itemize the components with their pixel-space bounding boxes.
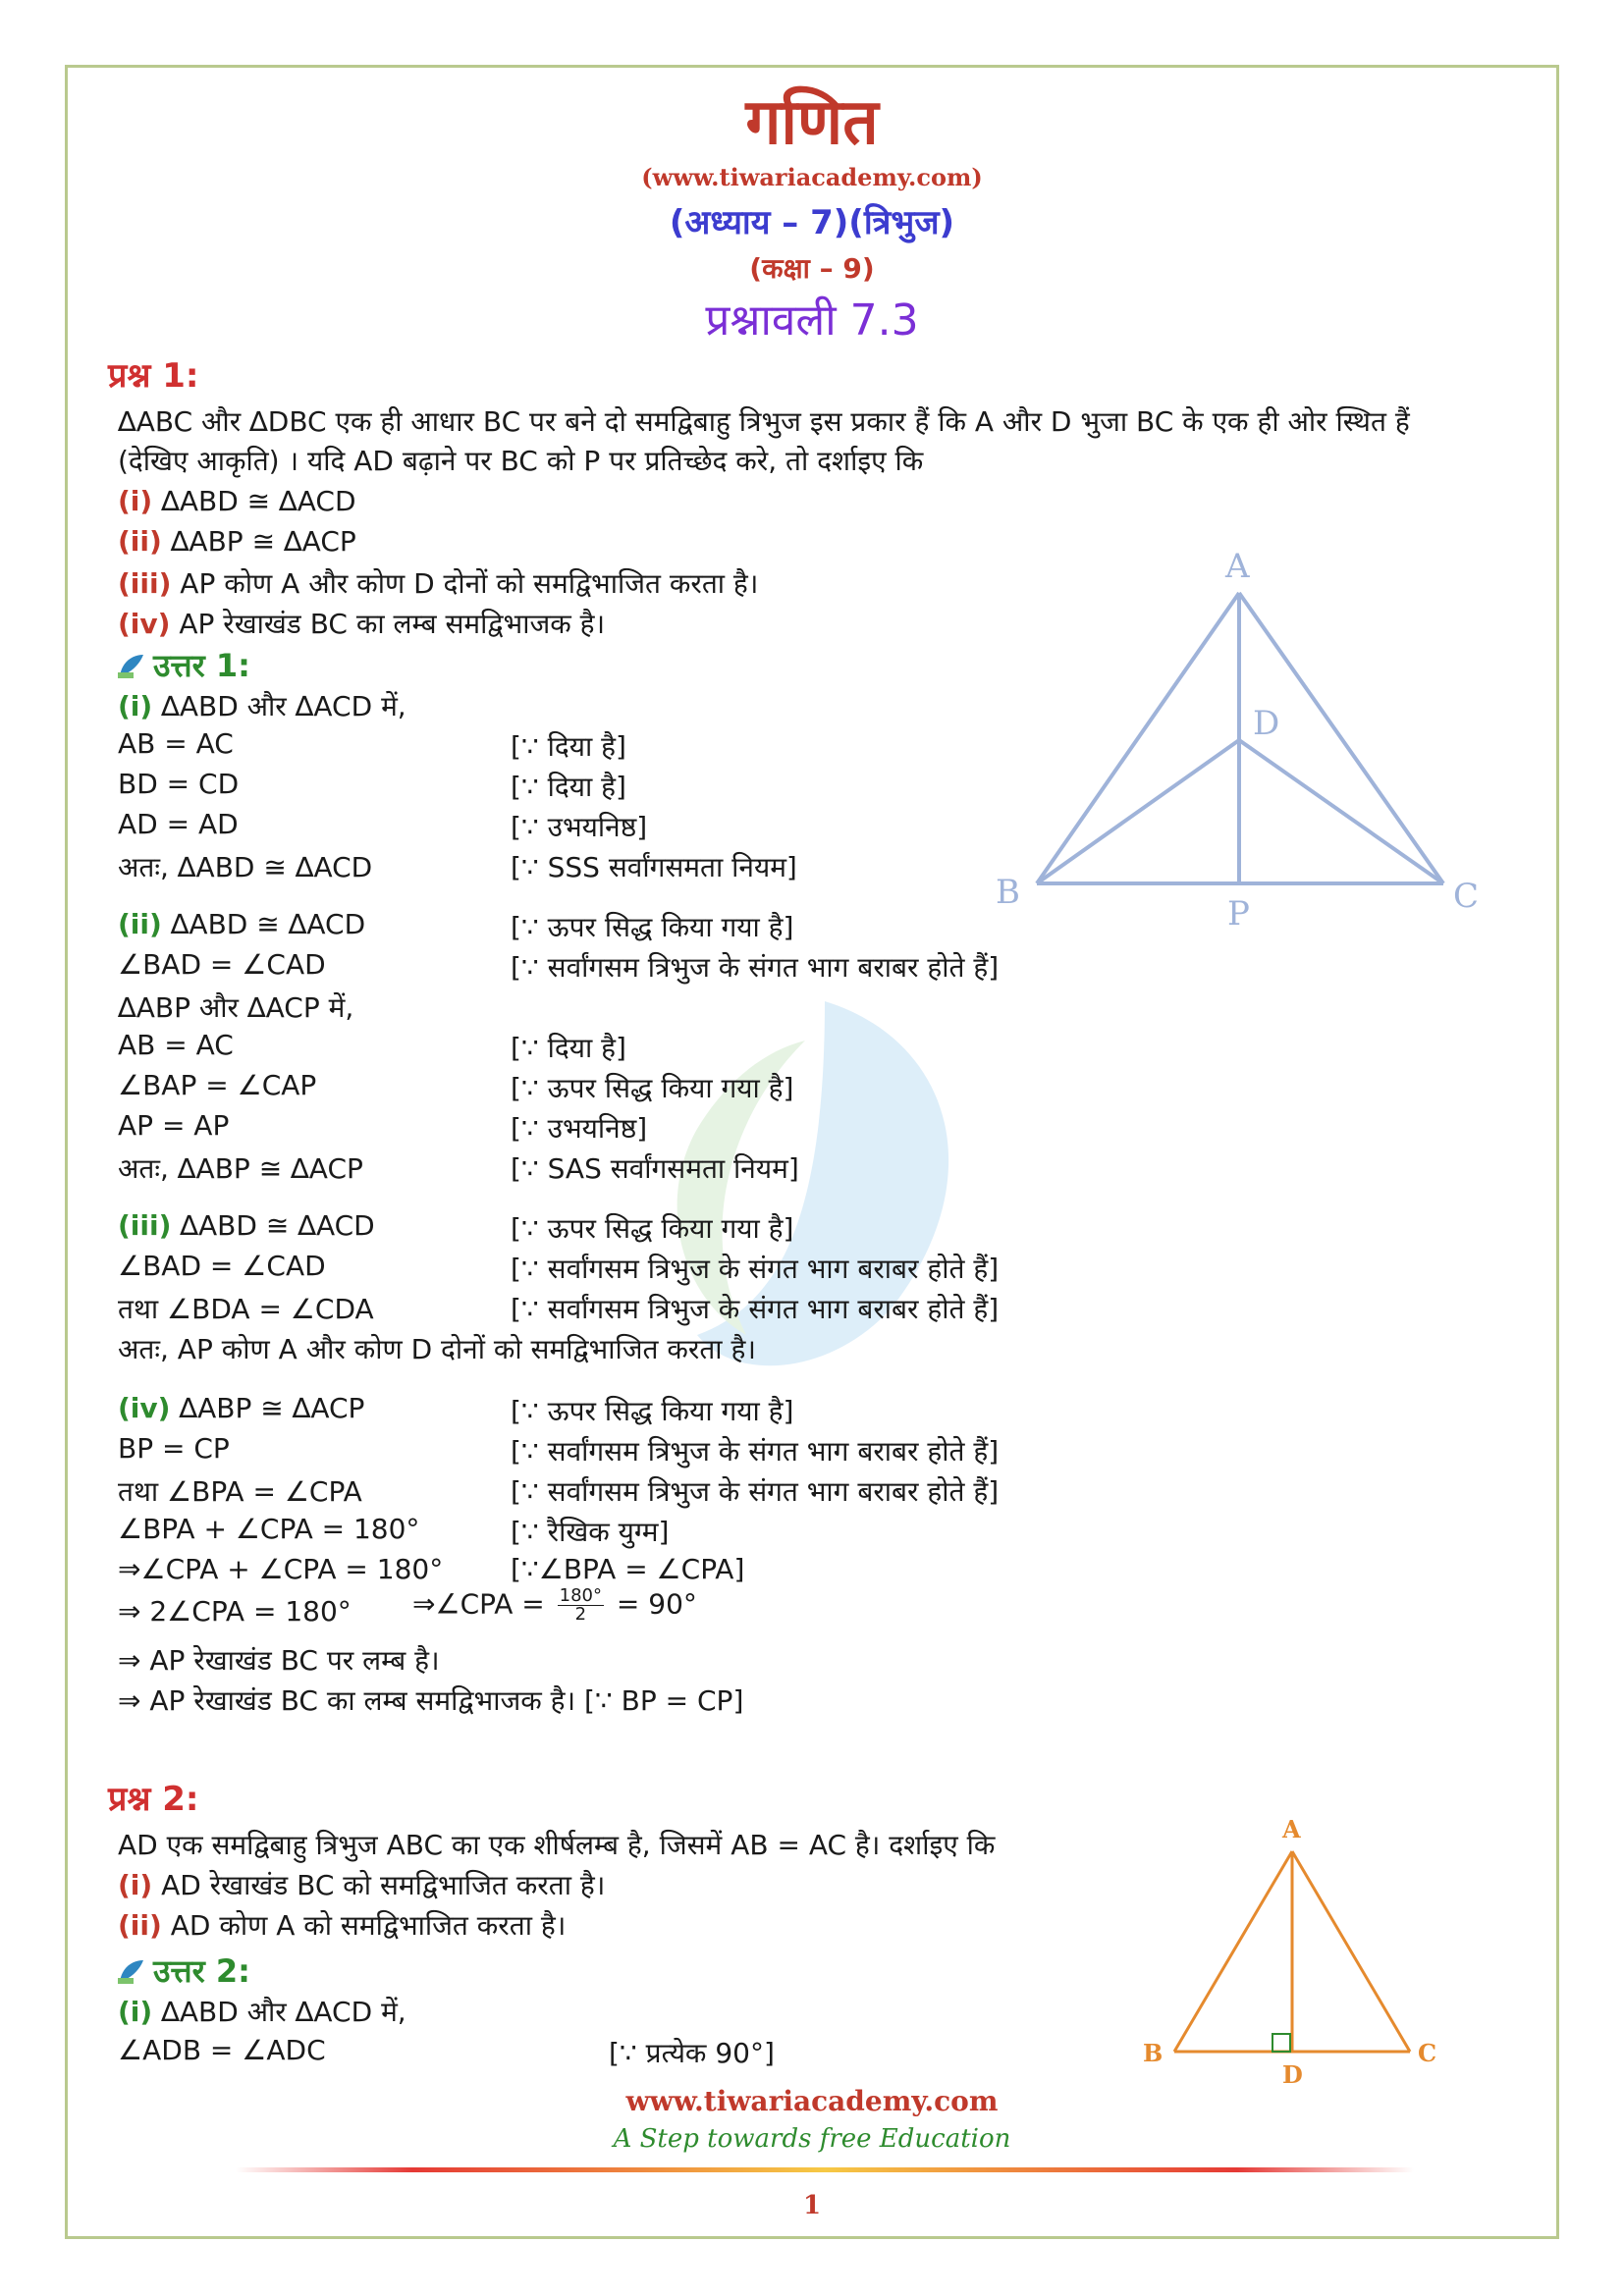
footer-tagline: A Step towards free Education [613,2124,1011,2154]
question-1-text-line1: ∆ABC और ∆DBC एक ही आधार BC पर बने दो समद्विबाहु त्रिभुज इस प्रकार हैं कि A और D भुजा BC के एक ही ओर स्थित हैं [118,405,1410,438]
conclusion-line-2: ⇒ AP रेखाखंड BC का लम्ब समद्विभाजक है। [∵ BP = CP] [118,1684,744,1717]
fig1-label-c: C [1453,877,1480,916]
proof-reason: [∵ SAS सर्वांगसमता नियम] [511,1152,799,1185]
proof-reason: [∵ रैखिक युग्म] [511,1516,670,1548]
proof-statement: ∠ADB = ∠ADC [118,2034,326,2066]
question-2-part-ii: (ii) AD कोण A को समद्विभाजित करता है। [118,1909,567,1942]
answer-1-part-ii-first: (ii) ∆ABD ≅ ∆ACD [118,908,366,940]
proof-statement: ∆ABP और ∆ACP में, [118,991,354,1024]
triangle-figure-1 [982,538,1512,931]
subject-title: गणित [745,86,879,159]
question-1-heading: प्रश्न 1: [108,356,199,396]
proof-statement: AB = AC [118,1029,234,1061]
question-1-part-ii [118,525,356,558]
proof-reason: [∵ सर्वांगसम त्रिभुज के संगत भाग बराबर होते हैं] [511,951,1000,984]
proof-reason: [∵ ऊपर सिद्ध किया गया है] [511,1212,794,1245]
pen-nib-icon [116,1958,145,1986]
fig1-side-ab [1037,593,1239,883]
proof-reason: [∵ ऊपर सिद्ध किया गया है] [511,1395,794,1427]
triangle-figure-2 [1129,1806,1463,2091]
proof-statement: ⇒∠CPA + ∠CPA = 180° [118,1553,444,1585]
part-text: AP रेखाखंड BC का लम्ब समद्विभाजक है। [179,608,606,640]
fig1-label-b: B [996,873,1020,912]
proof-reason: [∵∠BPA = ∠CPA] [511,1553,745,1585]
fig2-side-ac [1292,1851,1410,2052]
proof-reason: [∵ सर्वांगसम त्रिभुज के संगत भाग बराबर होते हैं] [511,1253,1000,1285]
fig2-label-b: B [1143,2039,1164,2067]
question-1-part-iv [118,605,605,642]
proof-reason: [∵ सर्वांगसम त्रिभुज के संगत भाग बराबर होते हैं] [511,1293,1000,1325]
proof-statement: तथा ∠BDA = ∠CDA [118,1293,374,1325]
proof-statement: ∠BAD = ∠CAD [118,1250,326,1282]
fig2-label-d: D [1282,2060,1303,2089]
class-label: (कक्षा – 9) [749,252,875,285]
proof-reason: [∵ प्रत्येक 90°] [609,2037,775,2069]
question-2-text: AD एक समद्विबाहु त्रिभुज ABC का एक शीर्षलम्ब है, जिसमें AB = AC है। दर्शाइए कि [118,1829,996,1861]
proof-statement: तथा ∠BPA = ∠CPA [118,1475,362,1508]
proof-statement: AD = AD [118,808,239,840]
fig1-label-a: A [1225,547,1250,586]
proof-reason: [∵ ऊपर सिद्ध किया गया है] [511,911,794,943]
part-label: (iii) [118,567,172,600]
part-label: (i) [118,485,153,517]
page-number: 1 [802,2191,822,2220]
part-text: ∆ABD ≅ ∆ACD [161,485,356,517]
part-label: (iv) [118,608,171,640]
calc-step-left: ⇒ 2∠CPA = 180° [118,1595,352,1628]
header-website[interactable]: (www.tiwariacademy.com) [641,163,983,191]
question-2-part-i: (i) AD रेखाखंड BC को समद्विभाजित करता है। [118,1869,606,1901]
proof-statement: AB = AC [118,727,234,760]
proof-reason: [∵ दिया है] [511,771,626,803]
exercise-title: प्रश्नावली 7.3 [705,295,919,346]
fig2-label-c: C [1418,2039,1437,2067]
proof-statement: ∠BPA + ∠CPA = 180° [118,1513,420,1545]
fig1-label-p: P [1227,894,1250,931]
answer-1-part-iii-first: (iii) ∆ABD ≅ ∆ACD [118,1209,375,1242]
proof-reason: [∵ सर्वांगसम त्रिभुज के संगत भाग बराबर होते हैं] [511,1435,1000,1468]
question-2-heading: प्रश्न 2: [108,1780,199,1819]
part-label: (ii) [118,525,162,558]
proof-reason: [∵ उभयनिष्ठ] [511,811,648,843]
fig2-right-angle-mark [1272,2034,1290,2052]
calc-step-fraction: ⇒∠CPA = $\frac{180^\circ}{2}$ = 90° [412,1585,697,1625]
proof-statement: अतः, ∆ABD ≅ ∆ACD [118,851,373,883]
question-1-text-line2: (देखिए आकृति) । यदि AD बढ़ाने पर BC को P पर प्रतिच्छेद करे, तो दर्शाइए कि [118,445,924,477]
part-text: AP कोण A और कोण D दोनों को समद्विभाजित करता है। [180,567,759,600]
proof-reason: [∵ उभयनिष्ठ] [511,1112,648,1145]
proof-statement: BP = CP [118,1432,230,1465]
fig2-label-a: A [1282,1815,1301,1843]
fig2-side-ab [1174,1851,1292,2052]
proof-statement: AP = AP [118,1109,230,1142]
conclusion-line-1: ⇒ AP रेखाखंड BC पर लम्ब है। [118,1644,440,1677]
pen-nib-icon [116,653,145,680]
answer-1-heading: उत्तर 1: [116,644,250,686]
fraction: $\frac{180^\circ}{2}$ [559,1585,602,1625]
part-text: ∆ABP ≅ ∆ACP [170,525,356,558]
answer-2-part-i-intro: (i) ∆ABD और ∆ACD में, [118,1996,406,2028]
chapter-title: (अध्याय – 7)(त्रिभुज) [669,203,955,242]
proof-statement: ∠BAP = ∠CAP [118,1069,317,1101]
proof-reason: [∵ ऊपर सिद्ध किया गया है] [511,1072,794,1104]
fig1-side-dc [1239,740,1443,883]
question-1-part-iii [118,564,758,602]
proof-reason: [∵ दिया है] [511,1032,626,1064]
proof-reason: [∵ SSS सर्वांगसमता नियम] [511,851,797,883]
proof-reason: [∵ सर्वांगसम त्रिभुज के संगत भाग बराबर होते हैं] [511,1475,1000,1508]
proof-conclusion: अतः, AP कोण A और कोण D दोनों को समद्विभाजित करता है। [118,1333,756,1365]
question-1-part-i [118,485,356,517]
footer-divider [236,2167,1414,2172]
footer-website-link[interactable]: www.tiwariacademy.com [625,2085,999,2117]
proof-reason: [∵ दिया है] [511,730,626,763]
proof-statement: BD = CD [118,768,240,800]
answer-1-part-i-intro: (i) ∆ABD और ∆ACD में, [118,690,406,722]
fig1-label-d: D [1253,704,1280,743]
proof-statement: अतः, ∆ABP ≅ ∆ACP [118,1152,363,1185]
proof-statement: ∠BAD = ∠CAD [118,948,326,981]
fig1-side-db [1037,740,1239,883]
answer-2-heading: उत्तर 2: [116,1949,250,1992]
answer-1-part-iv-first: (iv) ∆ABP ≅ ∆ACP [118,1392,365,1424]
